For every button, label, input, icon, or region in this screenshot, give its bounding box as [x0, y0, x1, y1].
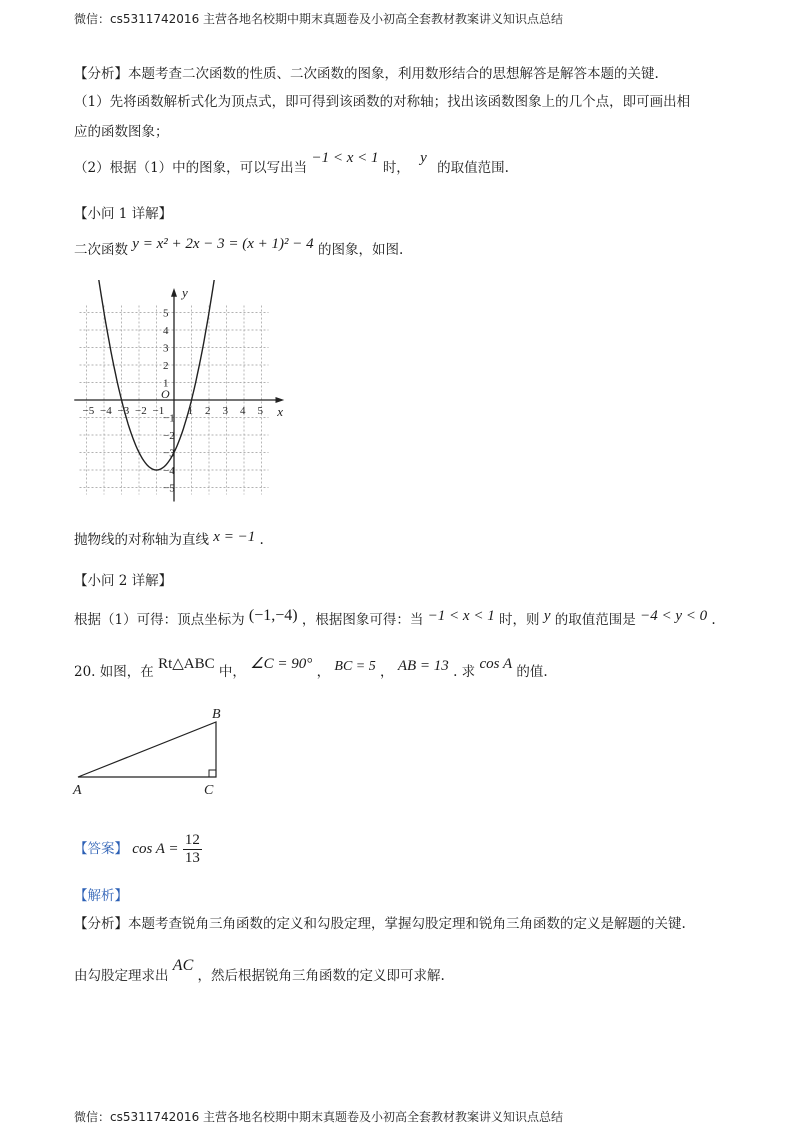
step2-text: （2）根据（1）中的图象，可以写出当 [74, 160, 308, 176]
q20-triangle: Rt△ABC [158, 656, 215, 672]
last-post: ，然后根据锐角三角函数的定义即可求解. [197, 968, 445, 984]
x-tick-label: 4 [240, 405, 246, 417]
last-var: AC [172, 957, 194, 974]
q20-num: 20. 如图，在 [74, 664, 154, 680]
y-tick-label: 1 [163, 377, 169, 390]
q20-angle: ∠C = 90° [250, 656, 313, 672]
graph-ticks [83, 308, 264, 495]
sub2-post: . [711, 612, 716, 628]
x-tick-label: 2 [205, 405, 211, 417]
q19-step1-line1: （1）先将函数解析式化为顶点式，即可得到该函数的对称轴；找出该函数图象上的几个点，即可画出相 [74, 94, 691, 110]
vertex-a-label: A [73, 783, 82, 798]
x-tick-label: −1 [152, 405, 165, 417]
x-tick-label: 3 [222, 405, 228, 417]
sub2-title: 【小问 2 详解】 [74, 573, 173, 589]
q20-statement [74, 656, 548, 683]
sub1-line [74, 236, 404, 260]
origin-label: O [161, 387, 170, 401]
x-tick-label: 1 [187, 405, 193, 417]
y-tick-label: −1 [163, 412, 175, 425]
x-tick-label: −5 [82, 405, 95, 417]
step2-text-post: 的取值范围. [437, 160, 509, 176]
axis-post: . [259, 532, 264, 548]
sub1-formula: y = x² + 2x − 3 = (x + 1)² − 4 [132, 236, 314, 252]
q19-step2 [74, 150, 509, 178]
sub2-vertex: (−1,−4) [248, 607, 298, 624]
page-footer: 微信：cs5311742016 主营各地名校期中期末真题卷及小初高全套教材教案讲义知识点总结 [74, 1110, 564, 1124]
q20-zhong: 中， [218, 664, 246, 680]
axis-eq: x = −1 [213, 529, 256, 545]
triangle-figure [70, 702, 250, 802]
sub2-range: −4 < y < 0 [640, 608, 708, 624]
parabola-graph [70, 280, 290, 502]
sub2-mid: ，根据图象可得：当 [301, 612, 424, 628]
axis-pre: 抛物线的对称轴为直线 [74, 532, 209, 548]
sub1-post: 的图象，如图. [317, 242, 404, 258]
answer-line [74, 832, 202, 867]
last-pre: 由勾股定理求出 [74, 968, 169, 984]
q20-cos: cos A [479, 656, 513, 672]
y-tick-label: 4 [163, 325, 169, 337]
q20-analysis: 【分析】本题考查锐角三角函数的定义和勾股定理，掌握勾股定理和锐角三角函数的定义是解题的关键. [74, 916, 686, 932]
sub2-var: y [543, 608, 551, 624]
q20-last-line [74, 957, 445, 986]
x-tick-label: −2 [135, 405, 147, 417]
answer-lhs: cos A = [132, 841, 179, 857]
vertex-c-label: C [204, 783, 214, 798]
q20-comma1: ， [316, 664, 331, 680]
sub1-title: 【小问 1 详解】 [74, 206, 173, 222]
answer-tag: 【答案】 [74, 841, 128, 857]
x-tick-label: 5 [257, 405, 263, 417]
x-tick-label: −4 [100, 405, 112, 417]
x-tick-label: −3 [117, 405, 130, 417]
y-tick-label: 2 [163, 360, 169, 372]
y-tick-label: 3 [163, 342, 169, 355]
step2-text-mid: 时， [382, 160, 410, 176]
y-tick-label: −5 [163, 482, 175, 495]
sub1-pre: 二次函数 [74, 242, 128, 258]
vertex-b-label: B [212, 707, 221, 722]
q19-step1-line2: 应的函数图象； [74, 124, 169, 140]
answer-fraction [183, 832, 202, 867]
sub2-cond: −1 < x < 1 [427, 608, 495, 624]
q20-ab: AB = 13 [397, 658, 449, 674]
q20-bc: BC = 5 [334, 659, 376, 674]
y-tick-label: −4 [163, 465, 175, 477]
page-header: 微信：cs5311742016 主营各地名校期中期末真题卷及小初高全套教材教案讲义知识点总结 [74, 12, 564, 26]
step2-condition: −1 < x < 1 [311, 150, 379, 166]
q20-post: 的值. [516, 664, 548, 680]
triangle-abc [78, 722, 216, 777]
fraction-numerator: 12 [184, 832, 200, 848]
sub2-mid2: 时，则 [499, 612, 540, 628]
x-axis-arrow [276, 397, 285, 403]
q19-analysis: 【分析】本题考查二次函数的性质、二次函数的图象，利用数形结合的思想解答是解答本题的关键. [74, 66, 659, 82]
y-tick-label: −3 [163, 447, 175, 460]
sub2-pre: 根据（1）可得：顶点坐标为 [74, 612, 245, 628]
y-axis-arrow [171, 288, 177, 297]
sub2-line [74, 607, 716, 630]
y-axis-label: y [182, 284, 188, 300]
x-axis-label: x [277, 404, 284, 419]
q20-comma2: ， [380, 664, 394, 680]
fraction-denominator: 13 [184, 850, 200, 866]
y-tick-label: 5 [163, 307, 169, 320]
step2-var: y [420, 150, 427, 166]
jiexi-tag: 【解析】 [74, 888, 128, 904]
q20-qiu: . 求 [453, 664, 476, 680]
y-tick-label: −2 [163, 430, 175, 442]
right-angle-mark [209, 770, 216, 777]
sub2-mid3: 的取值范围是 [554, 612, 636, 628]
axis-of-symmetry-line [74, 530, 264, 550]
